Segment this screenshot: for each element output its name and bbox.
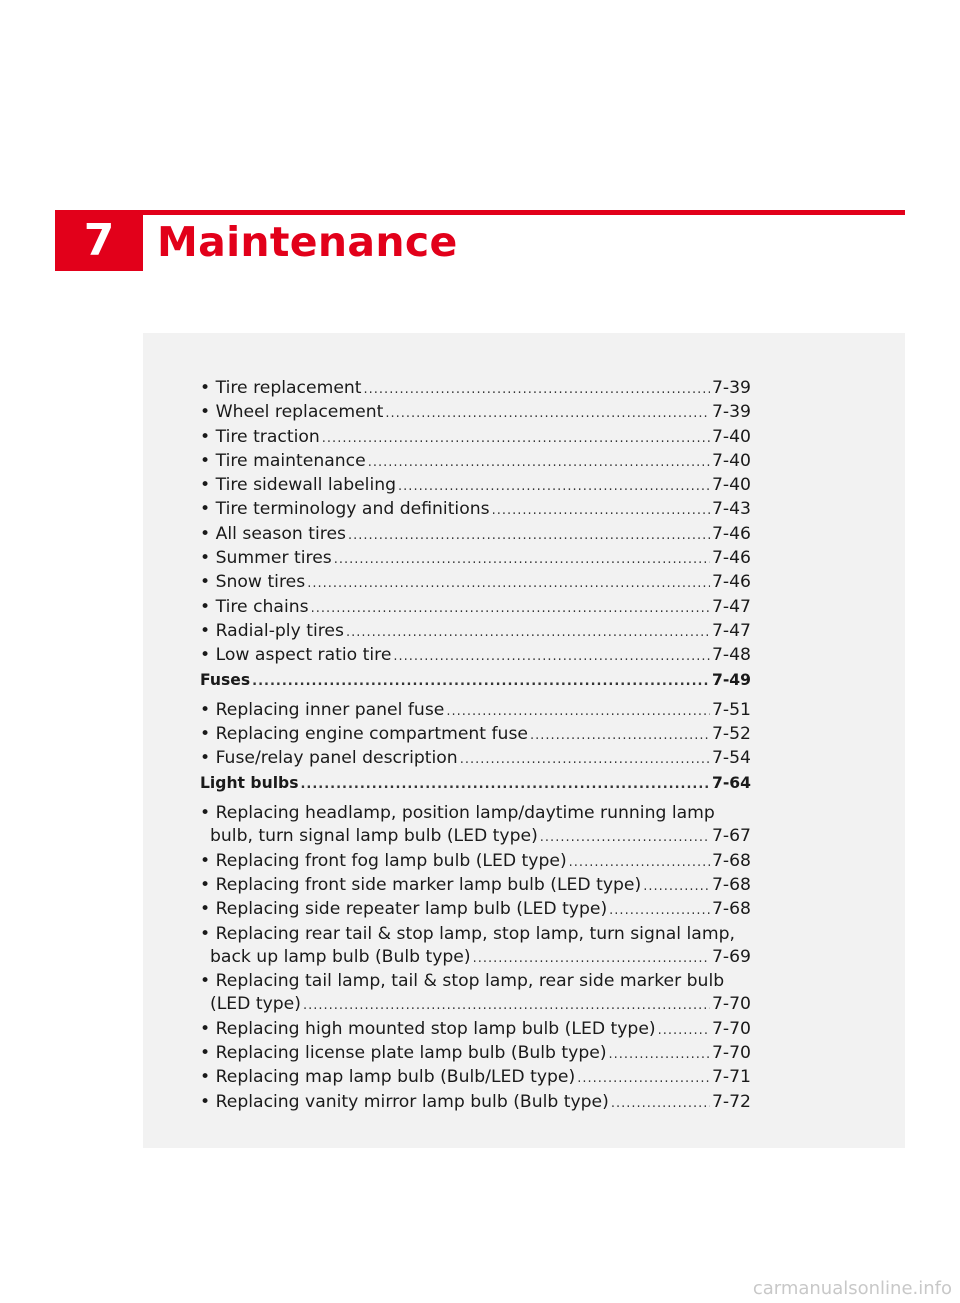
toc-row [200,946,751,970]
toc-row [200,898,751,922]
toc-entry-title: • Replacing high mounted stop lamp bulb (LED type) [200,1018,656,1039]
toc-entry-page: 7-54 [711,748,751,769]
toc-leader-dots [303,994,710,1017]
toc-entry-title: • Replacing license plate lamp bulb (Bulb type) [200,1043,607,1064]
toc-entry[interactable] [200,850,751,874]
toc-row [200,699,751,723]
toc-entry-title: • All season tires [200,523,346,544]
toc-entry-page: 7-43 [711,499,751,520]
toc-leader-dots [569,851,710,874]
toc-entry-title: • Replacing engine compartment fuse [200,724,528,745]
toc-entry-page: 7-39 [711,402,751,423]
toc-row [200,1066,751,1090]
toc-leader-dots [311,597,710,620]
toc-entry-title: • Wheel replacement [200,402,384,423]
toc-section-title: Fuses [200,670,251,689]
toc-entry-page: 7-71 [711,1067,751,1088]
toc-leader-dots [446,700,710,723]
toc-entry-page: 7-39 [711,378,751,398]
toc-entry-title: • Replacing inner panel fuse [200,699,445,720]
toc-section-light-bulbs[interactable] [200,772,751,796]
toc-entry-page: 7-67 [711,826,751,847]
toc-entry[interactable] [200,970,751,1018]
toc-list [200,377,751,1115]
toc-entry-page: 7-70 [711,994,751,1015]
toc-entry[interactable] [200,450,751,474]
toc-leader-dots [460,748,710,771]
toc-entry-page: 7-69 [711,946,751,967]
toc-leader-dots [300,773,709,796]
toc-row [200,620,751,644]
toc-entry-page: 7-51 [711,699,751,720]
toc-entry-page: 7-52 [711,724,751,745]
toc-row [200,450,751,474]
toc-row [200,401,751,425]
toc-leader-dots [393,645,710,668]
toc-row [200,747,751,771]
toc-entry-title: • Replacing front fog lamp bulb (LED type) [200,850,567,871]
toc-entry-title-line1: • Replacing tail lamp, tail & stop lamp, rear side marker bulb [200,971,725,992]
toc-leader-dots [398,475,710,498]
toc-entry-title: • Low aspect ratio tire [200,645,392,666]
toc-entry[interactable] [200,644,751,668]
toc-row [200,474,751,498]
toc-leader-dots [609,899,710,922]
toc-entry[interactable] [200,699,751,723]
toc-entry-page: 7-47 [711,596,751,617]
toc-leader-dots [492,499,710,522]
toc-entry-title-line1: • Replacing rear tail & stop lamp, stop lamp, turn signal lamp, [200,923,735,944]
toc-entry[interactable] [200,923,751,971]
toc-row [200,1018,751,1042]
toc-leader-dots [609,1043,710,1066]
toc-row [200,772,751,796]
toc-entry[interactable] [200,1018,751,1042]
toc-entry[interactable] [200,620,751,644]
chapter-number: 7 [83,215,115,266]
toc-leader-dots [322,427,710,450]
toc-entry[interactable] [200,547,751,571]
toc-leader-dots [473,947,710,970]
toc-entry-title-line1: • Replacing headlamp, position lamp/daytime running lamp [200,803,715,824]
toc-row [200,596,751,620]
toc-entry-page: 7-70 [711,1043,751,1064]
toc-entry[interactable] [200,474,751,498]
toc-leader-dots [540,826,710,849]
toc-leader-dots [368,451,710,474]
toc-entry-page: 7-48 [711,645,751,666]
toc-row [200,669,751,693]
toc-entry[interactable] [200,401,751,425]
toc-leader-dots [658,1019,710,1042]
toc-entry-title: (LED type) [210,994,301,1015]
toc-entry-page: 7-46 [711,572,751,593]
toc-entry-page: 7-40 [711,450,751,471]
toc-leader-dots [252,670,710,693]
toc-entry[interactable] [200,802,751,850]
toc-leader-dots [530,724,710,747]
toc-entry-title: • Replacing front side marker lamp bulb (LED type) [200,874,642,895]
toc-entry-title: • Snow tires [200,572,306,593]
toc-leader-dots [346,621,710,644]
chapter-title: Maintenance [157,218,458,266]
toc-row [200,571,751,595]
toc-entry[interactable] [200,898,751,922]
toc-entry-page: 7-68 [711,850,751,871]
toc-entry-title: • Radial-ply tires [200,620,344,641]
toc-entry-title: • Tire terminology and definitions [200,499,490,520]
toc-entry-page: 7-68 [711,874,751,895]
toc-row [200,874,751,898]
toc-entry-page: 7-72 [711,1091,751,1112]
toc-entry-title: • Tire chains [200,596,309,617]
toc-row [200,850,751,874]
toc-entry-title: • Tire traction [200,426,320,447]
toc-entry-title: • Replacing side repeater lamp bulb (LED type) [200,899,608,920]
toc-row [200,825,751,849]
toc-entry-title: • Tire sidewall labeling [200,475,397,496]
toc-entry[interactable] [200,377,751,401]
toc-entry[interactable] [200,1042,751,1066]
toc-entry[interactable] [200,874,751,898]
toc-entry[interactable] [200,596,751,620]
toc-row [200,547,751,571]
toc-entry-title: • Fuse/relay panel description [200,748,458,769]
toc-section-title: Light bulbs [200,773,299,792]
toc-entry[interactable] [200,723,751,747]
toc-row [200,1091,751,1115]
toc-leader-dots [307,572,710,595]
toc-row [200,993,751,1017]
toc-entry-title: • Replacing map lamp bulb (Bulb/LED type) [200,1067,576,1088]
toc-entry-page: 7-68 [711,899,751,920]
toc-leader-dots [334,548,710,571]
toc-leader-dots [611,1092,710,1115]
toc-entry[interactable] [200,498,751,522]
toc-entry-page: 7-46 [711,523,751,544]
toc-leader-dots [385,402,710,425]
toc-entry-title: • Tire maintenance [200,450,366,471]
toc-row [200,1042,751,1066]
toc-leader-dots [364,378,710,401]
toc-entry-title: • Tire replacement [200,378,362,398]
toc-leader-dots [577,1067,710,1090]
toc-leader-dots [643,875,710,898]
toc-entry-page: 7-70 [711,1018,751,1039]
toc-entry[interactable] [200,571,751,595]
toc-row [200,523,751,547]
watermark: carmanualsonline.info [752,1278,952,1299]
toc-entry[interactable] [200,426,751,450]
toc-section-page: 7-49 [711,670,751,689]
toc-entry-title: • Replacing vanity mirror lamp bulb (Bulb type) [200,1091,609,1112]
toc-entry[interactable] [200,1091,751,1115]
toc-entry-title: back up lamp bulb (Bulb type) [210,946,471,967]
toc-entry-page: 7-46 [711,548,751,569]
toc-row [200,644,751,668]
toc-entry[interactable] [200,1066,751,1090]
toc-entry[interactable] [200,747,751,771]
chapter-number-block [55,210,143,271]
toc-entry[interactable] [200,523,751,547]
toc-entry-title: • Summer tires [200,548,332,569]
toc-row [200,377,751,401]
toc-row [200,426,751,450]
toc-section-page: 7-64 [711,773,751,792]
toc-row [200,498,751,522]
toc-leader-dots [348,524,710,547]
toc-entry-page: 7-40 [711,475,751,496]
toc-entry-title: bulb, turn signal lamp bulb (LED type) [210,826,538,847]
toc-section-fuses[interactable] [200,669,751,693]
toc-row [200,723,751,747]
toc-entry-page: 7-40 [711,426,751,447]
toc-entry-page: 7-47 [711,620,751,641]
